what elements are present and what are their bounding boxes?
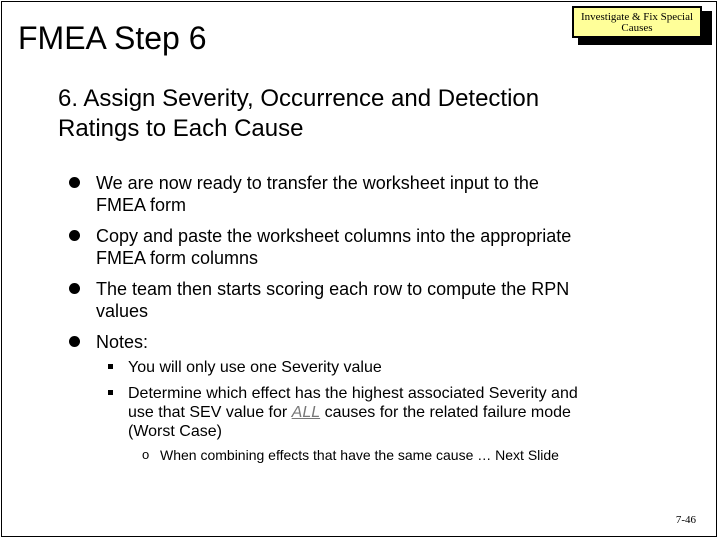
bullet-item — [68, 331, 668, 353]
bullet-dot-icon — [69, 177, 80, 188]
section-tag-line1: Investigate & Fix Special — [580, 11, 694, 23]
sub-sub-bullet-text: When combining effects that have the same cause … Next Slide — [160, 447, 559, 463]
bullet-item — [68, 278, 668, 322]
step-heading-line2: Ratings to Each Cause — [58, 115, 304, 142]
section-tag-line2: Causes — [621, 22, 653, 34]
bullet-dot-icon — [69, 336, 80, 347]
bullet-line: Notes: — [96, 332, 149, 352]
step-heading-line1: 6. Assign Severity, Occurrence and Detection — [58, 85, 540, 112]
bullet-line: FMEA form — [96, 195, 187, 215]
bullet-list — [68, 172, 668, 362]
bullet-dot-icon — [69, 283, 80, 294]
sub-bullet-list — [106, 358, 646, 448]
step-heading — [58, 84, 678, 144]
sub-bullet-line — [128, 403, 646, 422]
sub-bullet-text: causes for the related failure mode — [320, 404, 571, 421]
bullet-line: values — [96, 301, 149, 321]
emphasis-all: ALL — [291, 404, 321, 421]
bullet-dot-icon — [69, 230, 80, 241]
sub-bullet-line: (Worst Case) — [128, 423, 222, 440]
sub-bullet-item — [106, 358, 646, 377]
sub-bullet-item — [106, 384, 646, 441]
bullet-line: Copy and paste the worksheet columns into the appropriate — [96, 226, 572, 246]
square-bullet-icon — [108, 364, 113, 369]
bullet-item — [68, 172, 668, 216]
section-tag — [572, 6, 702, 38]
sub-bullet-text: use that SEV value for — [128, 404, 292, 421]
bullet-item — [68, 225, 668, 269]
sub-bullet-line: You will only use one Severity value — [128, 359, 382, 376]
circle-bullet-icon: o — [142, 447, 150, 462]
bullet-line: We are now ready to transfer the worksheet input to the — [96, 173, 539, 193]
slide-title: FMEA Step 6 — [18, 20, 207, 56]
slide — [1, 1, 717, 537]
bullet-line: The team then starts scoring each row to compute the RPN — [96, 279, 570, 299]
page-number: 7-46 — [675, 514, 696, 526]
bullet-line: FMEA form columns — [96, 248, 259, 268]
sub-bullet-line: Determine which effect has the highest associated Severity and — [128, 385, 578, 402]
square-bullet-icon — [108, 390, 113, 395]
sub-sub-bullet — [142, 446, 680, 464]
